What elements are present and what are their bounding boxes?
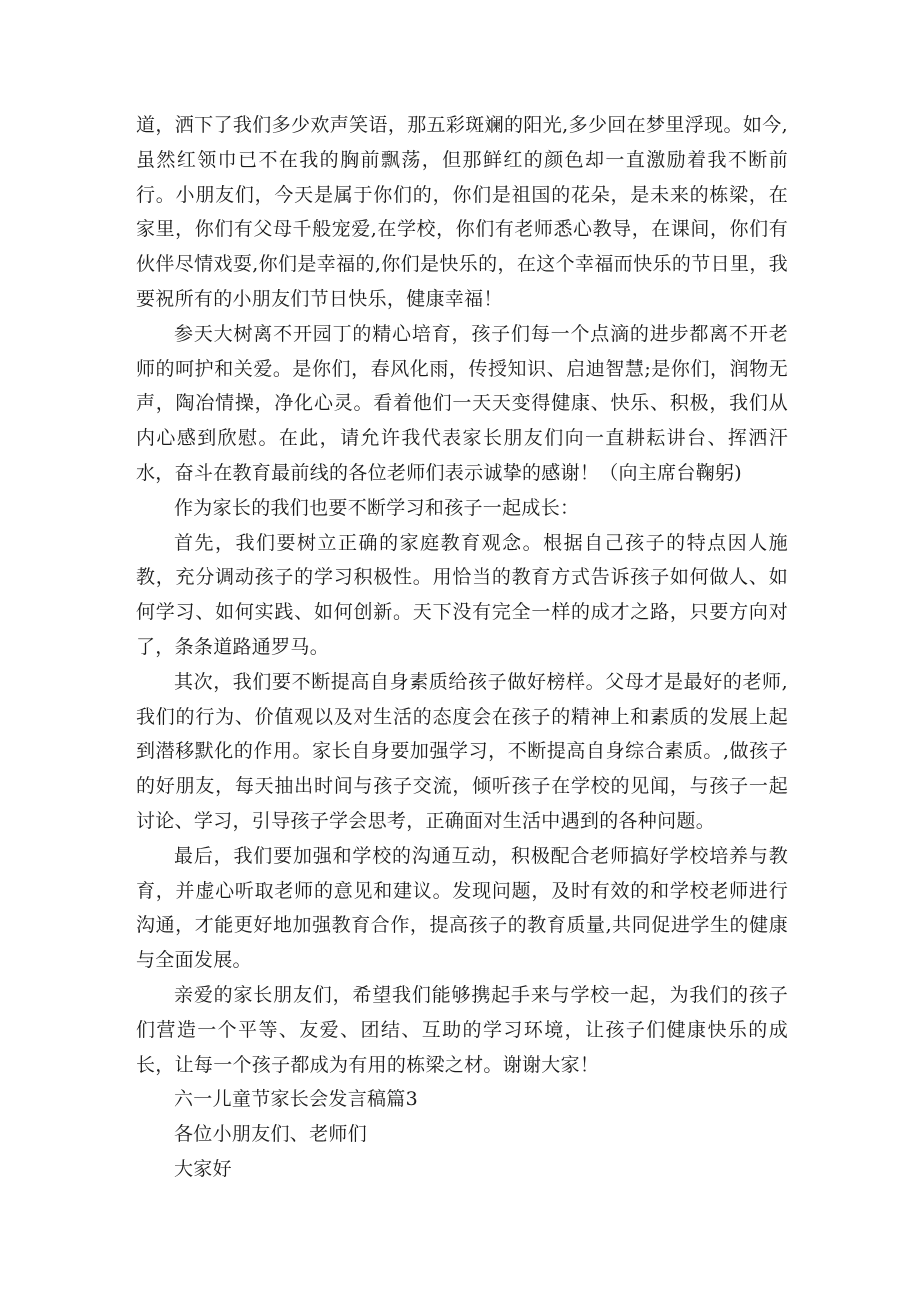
paragraph-3: 作为家长的我们也要不断学习和孩子一起成长： <box>174 496 580 519</box>
paragraph-1: 道，洒下了我们多少欢声笑语，那五彩斑斓的阳光,多少回在梦里浮现。如今,虽然红领巾已不在我的胸前飘荡，但那鲜红的颜色却一直激励着我不断前行。小朋友们，今天是属于你们的，你们是祖国的花朵，是未来的栋梁，在家里，你们有父母千般宠爱,在学校，你们有老师悉心教导，在课间，你们有伙伴尽情戏耍,你们是幸福的,你们是快乐的，在这个幸福而快乐的节日里，我要祝所有的小朋友们节日快乐，健康幸福！ <box>136 114 788 310</box>
greeting-line: 各位小朋友们、老师们 <box>174 1123 368 1146</box>
document-page <box>136 108 788 1187</box>
paragraph-5: 其次，我们要不断提高自身素质给孩子做好榜样。父母才是最好的老师,我们的行为、价值观以及对生活的态度会在孩子的精神上和素质的发展上起到潜移默化的作用。家长自身要加强学习，不断提高自身综合素质。,做孩子的好朋友，每天抽出时间与孩子交流，倾听孩子在学校的见闻，与孩子一起讨论、学习，引导孩子学会思考，正确面对生活中遇到的各种问题。 <box>136 670 788 832</box>
paragraph-4: 首先，我们要树立正确的家庭教育观念。根据自己孩子的特点因人施教，充分调动孩子的学习积极性。用恰当的教育方式告诉孩子如何做人、如何学习、如何实践、如何创新。天下没有完全一样的成才之路，只要方向对了，条条道路通罗马。 <box>136 531 788 658</box>
paragraph-2: 参天大树离不开园丁的精心培育，孩子们每一个点滴的进步都离不开老师的呵护和关爱。是你们，春风化雨，传授知识、启迪智慧;是你们，润物无声，陶冶情操，净化心灵。看着他们一天天变得健康、快乐、积极，我们从内心感到欣慰。在此，请允许我代表家长朋友们向一直耕耘讲台、挥洒汗水，奋斗在教育最前线的各位老师们表示诚挚的感谢！（向主席台鞠躬) <box>136 322 788 484</box>
salutation-line: 大家好 <box>174 1157 232 1180</box>
section-title: 六一儿童节家长会发言稿篇3 <box>174 1088 418 1111</box>
paragraph-6: 最后，我们要加强和学校的沟通互动，积极配合老师搞好学校培养与教育，并虚心听取老师的意见和建议。发现问题，及时有效的和学校老师进行沟通，才能更好地加强教育合作，提高孩子的教育质量,共同促进学生的健康与全面发展。 <box>136 844 788 972</box>
paragraph-7: 亲爱的家长朋友们，希望我们能够携起手来与学校一起，为我们的孩子们营造一个平等、友爱、团结、互助的学习环境，让孩子们健康快乐的成长，让每一个孩子都成为有用的栋梁之材。谢谢大家！ <box>136 983 788 1076</box>
